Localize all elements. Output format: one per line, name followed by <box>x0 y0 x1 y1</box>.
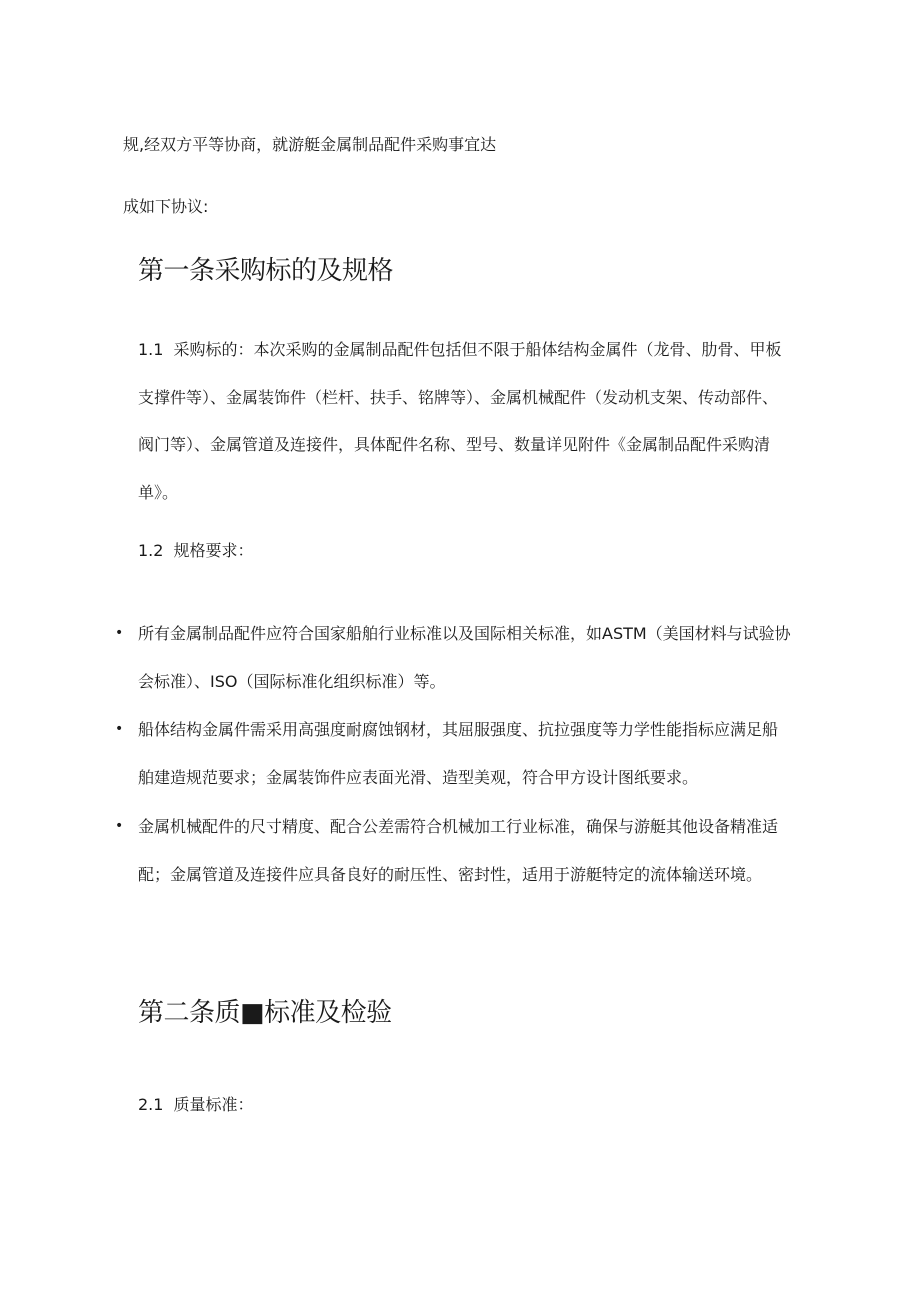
bullet-icon: • <box>115 625 124 641</box>
article-1-heading: 第一条采购标的及规格 <box>138 256 394 286</box>
intro-line-1: 规,经双方平等协商，就游艇金属制品配件采购事宜达 <box>123 135 497 154</box>
clause-1-2-text: 规格要求： <box>173 541 254 560</box>
list-item <box>115 610 793 705</box>
list-item <box>115 803 793 898</box>
list-item <box>115 706 793 801</box>
list-item-text: 金属机械配件的尺寸精度、配合公差需符合机械加工行业标准，确保与游艇其他设备精准适配；金属管道及连接件应具备良好的耐压性、密封性，适用于游艇特定的流体输送环境。 <box>138 817 779 884</box>
intro-line-2: 成如下协议: <box>123 197 209 216</box>
list-item-text: 船体结构金属件需采用高强度耐腐蚀钢材，其屈服强度、抗拉强度等力学性能指标应满足船舶建造规范要求；金属装饰件应表面光滑、造型美观，符合甲方设计图纸要求。 <box>138 720 779 787</box>
bullet-icon: • <box>115 818 124 834</box>
clause-2-1-number: 2.1 <box>138 1095 164 1114</box>
article-2-heading: 第二条质■标准及检验 <box>138 998 392 1028</box>
clause-1-2 <box>138 541 253 561</box>
clause-2-1 <box>138 1095 253 1115</box>
clause-2-1-text: 质量标准： <box>173 1095 254 1114</box>
list-item-text: 所有金属制品配件应符合国家船舶行业标准以及国际相关标准，如ASTM（美国材料与试验协会标准）、ISO（国际标准化组织标准）等。 <box>138 624 791 691</box>
clause-1-1-number: 1.1 <box>138 340 164 359</box>
clause-1-1 <box>138 326 793 516</box>
clause-1-1-text: 采购标的：本次采购的金属制品配件包括但不限于船体结构金属件（龙骨、肋骨、甲板支撑件等）、金属装饰件（栏杆、扶手、铭牌等）、金属机械配件（发动机支架、传动部件、阀门等）、金属管道及连接件，具体配件名称、型号、数量详见附件《金属制品配件采购清单》。 <box>138 340 782 502</box>
bullet-icon: • <box>115 721 124 737</box>
clause-1-2-number: 1.2 <box>138 541 164 560</box>
